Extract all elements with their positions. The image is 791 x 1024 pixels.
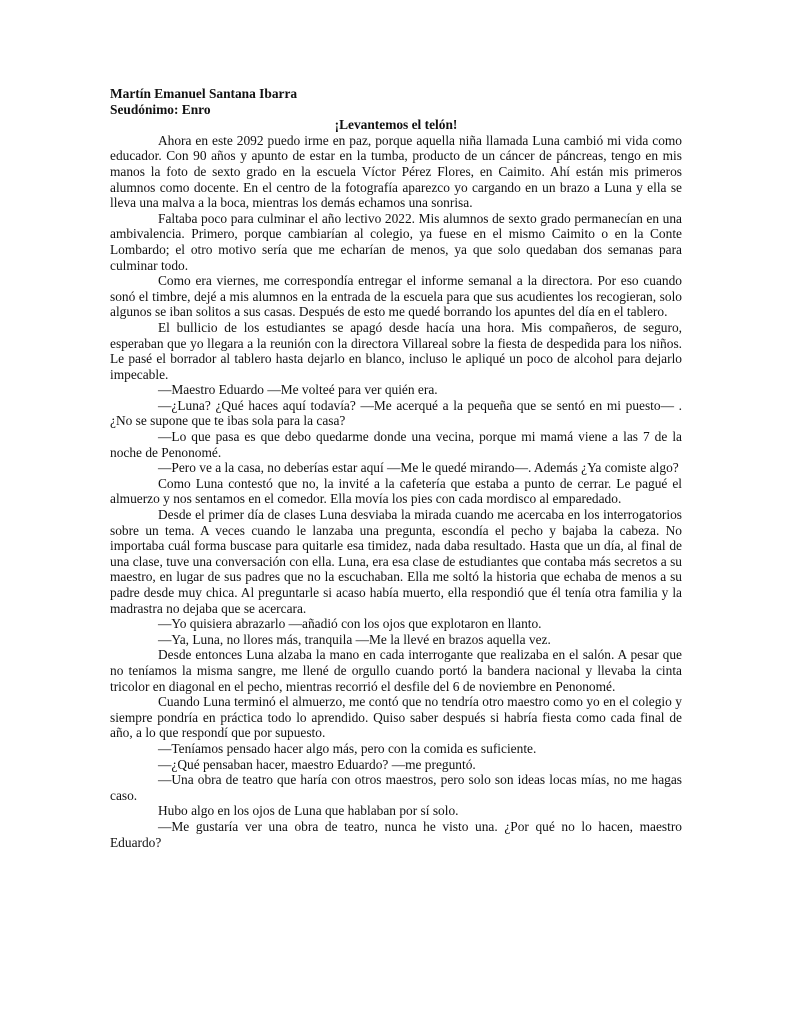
paragraph: El bullicio de los estudiantes se apagó desde hacía una hora. Mis compañeros, de seguro, esperaban que yo llegara a la reunión con la directora Villareal sobre la fiesta de despedida para los niños. Le pasé el borrador al tablero hasta dejarlo en blanco, incluso le apliqué un poco de alcohol para dejarlo impecable. <box>110 319 682 382</box>
paragraph: Desde el primer día de clases Luna desviaba la mirada cuando me acercaba en los interrogatorios sobre un tema. A veces cuando le lanzaba una pregunta, escondía el pecho y bajaba la cabeza. No importaba cuál forma buscase para quitarle esa timidez, nada daba resultado. Hasta que un día, al final de una clase, tuve una conversación con ella. Luna, era esa clase de estudiantes que contaba más secretos a su maestro, en lugar de sus padres que no la escuchaban. Ella me soltó la historia que echaba de menos a su padre desde muy chica. Al preguntarle si acaso había muerto, ella respondió que él tenía otra familia y la madrastra no dejaba que se acercara. <box>110 507 682 616</box>
document-body <box>110 86 682 850</box>
paragraph: Como Luna contestó que no, la invité a la cafetería que estaba a punto de cerrar. Le pagué el almuerzo y nos sentamos en el comedor. Ella movía los pies con cada mordisco al emparedado. <box>110 475 682 507</box>
dialogue-line: —¿Luna? ¿Qué haces aquí todavía? —Me acerqué a la pequeña que se sentó en mi puesto— . ¿No se supone que te ibas sola para la casa? <box>110 397 682 429</box>
dialogue-line: —Ya, Luna, no llores más, tranquila —Me la llevé en brazos aquella vez. <box>158 631 551 647</box>
paragraph: Faltaba poco para culminar el año lectivo 2022. Mis alumnos de sexto grado permanecían en una ambivalencia. Primero, porque cambiarían al colegio, ya fuese en el mismo Caimito o en la Conte Lombardo; el otro motivo sería que me echarían de menos, ya que solo quedaban dos semanas para culminar todo. <box>110 210 682 273</box>
author-pseudonym: Seudónimo: Enro <box>110 101 211 117</box>
dialogue-line: —Teníamos pensado hacer algo más, pero con la comida es suficiente. <box>158 740 537 756</box>
dialogue-line: —Yo quisiera abrazarlo —añadió con los ojos que explotaron en llanto. <box>158 616 542 632</box>
dialogue-line: —Una obra de teatro que haría con otros maestros, pero solo son ideas locas mías, no me hagas caso. <box>110 772 682 803</box>
author-name: Martín Emanuel Santana Ibarra <box>110 86 298 101</box>
dialogue-line: —Lo que pasa es que debo quedarme donde una vecina, porque mi mamá viene a las 7 de la noche de Penonomé. <box>110 429 682 460</box>
dialogue-line: —Maestro Eduardo —Me volteé para ver quién era. <box>158 382 438 398</box>
paragraph: Desde entonces Luna alzaba la mano en cada interrogante que realizaba en el salón. A pesar que no teníamos la misma sangre, me llené de orgullo cuando portó la bandera nacional y llevaba la cinta tricolor en diagonal en el pecho, mientras recorrió el desfile del 6 de noviembre en Penonomé. <box>110 647 682 694</box>
dialogue-line: —Me gustaría ver una obra de teatro, nunca he visto una. ¿Por qué no lo hacen, maestro Eduardo? <box>110 818 682 850</box>
paragraph: Hubo algo en los ojos de Luna que hablaban por sí solo. <box>158 803 459 819</box>
story-title: ¡Levantemos el telón! <box>334 117 458 133</box>
dialogue-line: —¿Qué pensaban hacer, maestro Eduardo? —me preguntó. <box>158 756 476 772</box>
paragraph: Cuando Luna terminó el almuerzo, me contó que no tendría otro maestro como yo en el colegio y siempre pondría en práctica todo lo aprendido. Quiso saber después si habría fiesta como cada final de año, a lo que respondí que por supuesto. <box>110 694 682 741</box>
paragraph: Como era viernes, me correspondía entregar el informe semanal a la directora. Por eso cuando sonó el timbre, dejé a mis alumnos en la entrada de la escuela para que sus acudientes los recogieran, solo algunos se iban solitos a sus casas. Después de esto me quedé borrando los apuntes del día en el tablero. <box>110 273 682 320</box>
dialogue-line: —Pero ve a la casa, no deberías estar aquí —Me le quedé mirando—. Además ¿Ya comiste algo? <box>158 460 679 476</box>
paragraph: Ahora en este 2092 puedo irme en paz, porque aquella niña llamada Luna cambió mi vida como educador. Con 90 años y apunto de estar en la tumba, producto de un cáncer de páncreas, tengo en mis manos la foto de sexto grado en la escuela Víctor Pérez Flores, en Caimito. Ahí están mis primeros alumnos como docente. En el centro de la fotografía aparezco yo cargando en un brazo a Luna y ella se lleva una malva a la boca, mientras los demás echamos una sonrisa. <box>110 132 682 211</box>
